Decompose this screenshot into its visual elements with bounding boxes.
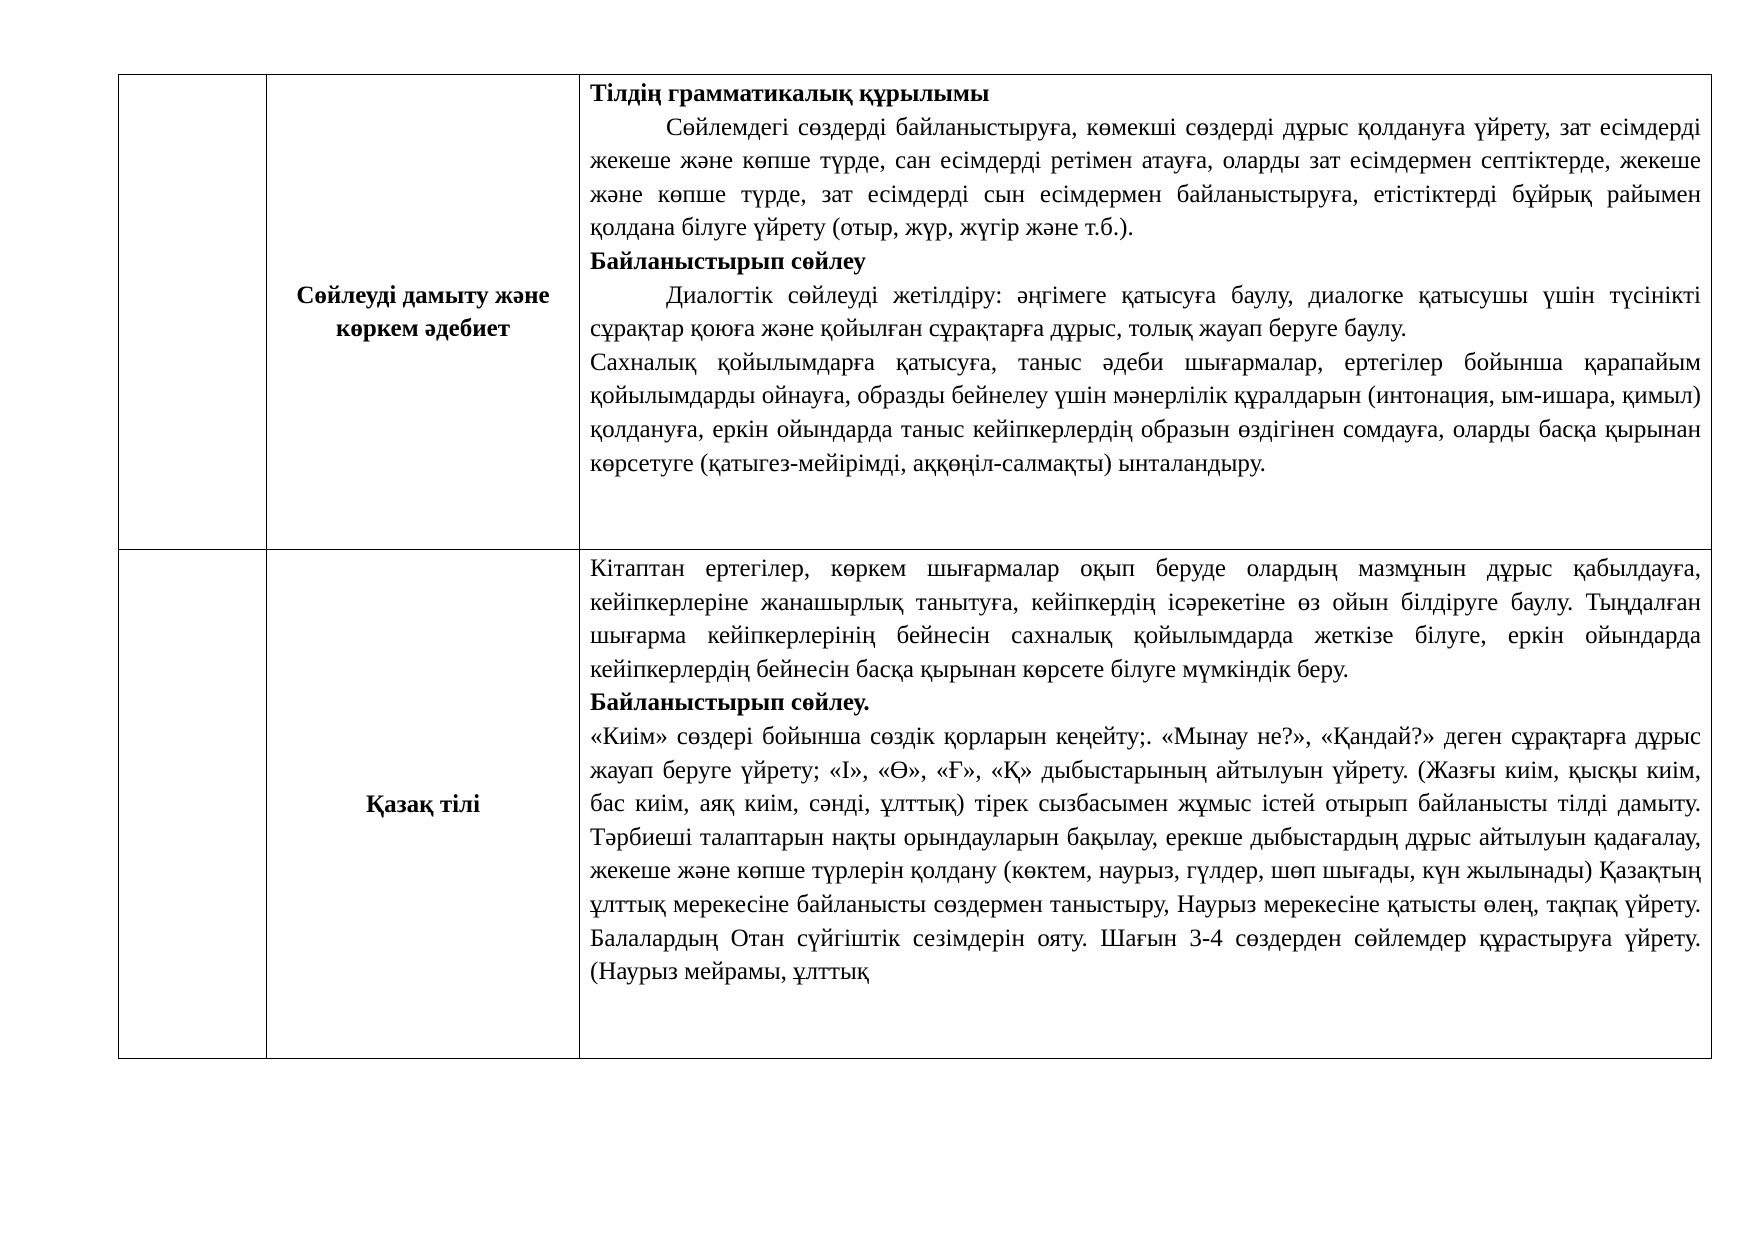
empty-cell [119,75,267,550]
section-title: Қазақ тілі [365,790,481,818]
curriculum-table [118,74,1712,1059]
content-cell [580,75,1712,550]
section-title: Сөйлеуді дамыту және көркем әдебиет [296,282,550,342]
table-row [119,550,1712,1059]
section-title-cell [267,75,580,550]
content-paragraph: Кітаптан ертегілер, көркем шығармалар оқып беруде олардың мазмұнын дұрыс қабылдауға, кейіпкерлеріне жанашырлық танытуға, кейіпкердің ісәрекетіне өз ойын білдіруге баулу. Тыңдалған шығарма кейіпкерлерінің бейнесін сахналық қойылымдарда жеткізе білуге, еркін ойындарда кейіпкерлердің бейнесін басқа қырынан көрсете білуге мүмкіндік беру. [590,555,1701,683]
content-heading: Байланыстырып сөйлеу. [590,689,870,717]
content-paragraph: Сөйлемдегі сөздерді байланыстыруға, көмекші сөздерді дұрыс қолдануға үйрету, зат есімдерді жекеше және көпше түрде, сан есімдерді ретімен атауға, оларды зат есімдермен септіктерде, жекеше және көпше түрде, зат есімдерді сын есімдермен байланыстыруға, етістіктерді бұйрық райымен қолдана білуге үйрету (отыр, жүр, жүгір және т.б.). [590,113,1701,242]
empty-cell [119,550,267,1059]
table-row [119,75,1712,550]
content-heading: Байланыстырып сөйлеу [590,247,866,275]
content-paragraph: «Киім» сөздері бойынша сөздік қорларын кеңейту;. «Мынау не?», «Қандай?» деген сұрақтарға дұрыс жауап беруге үйрету; «І», «Ө», «Ғ», «Қ» дыбыстарының айтылуын үйрету. (Жазғы киім, қысқы киім, бас киім, аяқ киім, сәнді, ұлттық) тірек сызбасымен жұмыс істей отырып байланысты тілді дамыту. Тәрбиеші талаптарын нақты орындауларын бақылау, ерекше дыбыстардың дұрыс айтылуын қадағалау, жекеше және көпше түрлерін қолдану (көктем, наурыз, гүлдер, шөп шығады, күн жылынады) Қазақтың ұлттық мерекесіне байланысты сөздермен таныстыру, Наурыз мерекесіне қатысты өлең, тақпақ үйрету. Балалардың Отан сүйгіштік сезімдерін ояту. Шағын 3-4 сөздерден сөйлемдер құрастыруға үйрету. (Наурыз мейрамы, ұлттық [590,722,1701,986]
content-cell [580,550,1712,1059]
content-paragraph: Диалогтік сөйлеуді жетілдіру: әңгімеге қатысуға баулу, диалогке қатысушы үшін түсінікті сұрақтар қоюға және қойылған сұрақтарға дұрыс, толық жауап беруге баулу. [590,281,1701,343]
section-title-cell [267,550,580,1059]
content-heading: Тілдің грамматикалық құрылымы [590,80,990,107]
content-paragraph: Сахналық қойылымдарға қатысуға, таныс әдеби шығармалар, ертегілер бойынша қарапайым қойылымдарды ойнауға, образды бейнелеу үшін мәнерлілік құралдарын (интонация, ым-ишара, қимыл) қолдануға, еркін ойындарда таныс кейіпкерлердің образын өздігінен сомдауға, оларды басқа қырынан көрсетуге (қатыгез-мейірімді, аққөңіл-салмақты) ынталандыру. [590,348,1701,477]
